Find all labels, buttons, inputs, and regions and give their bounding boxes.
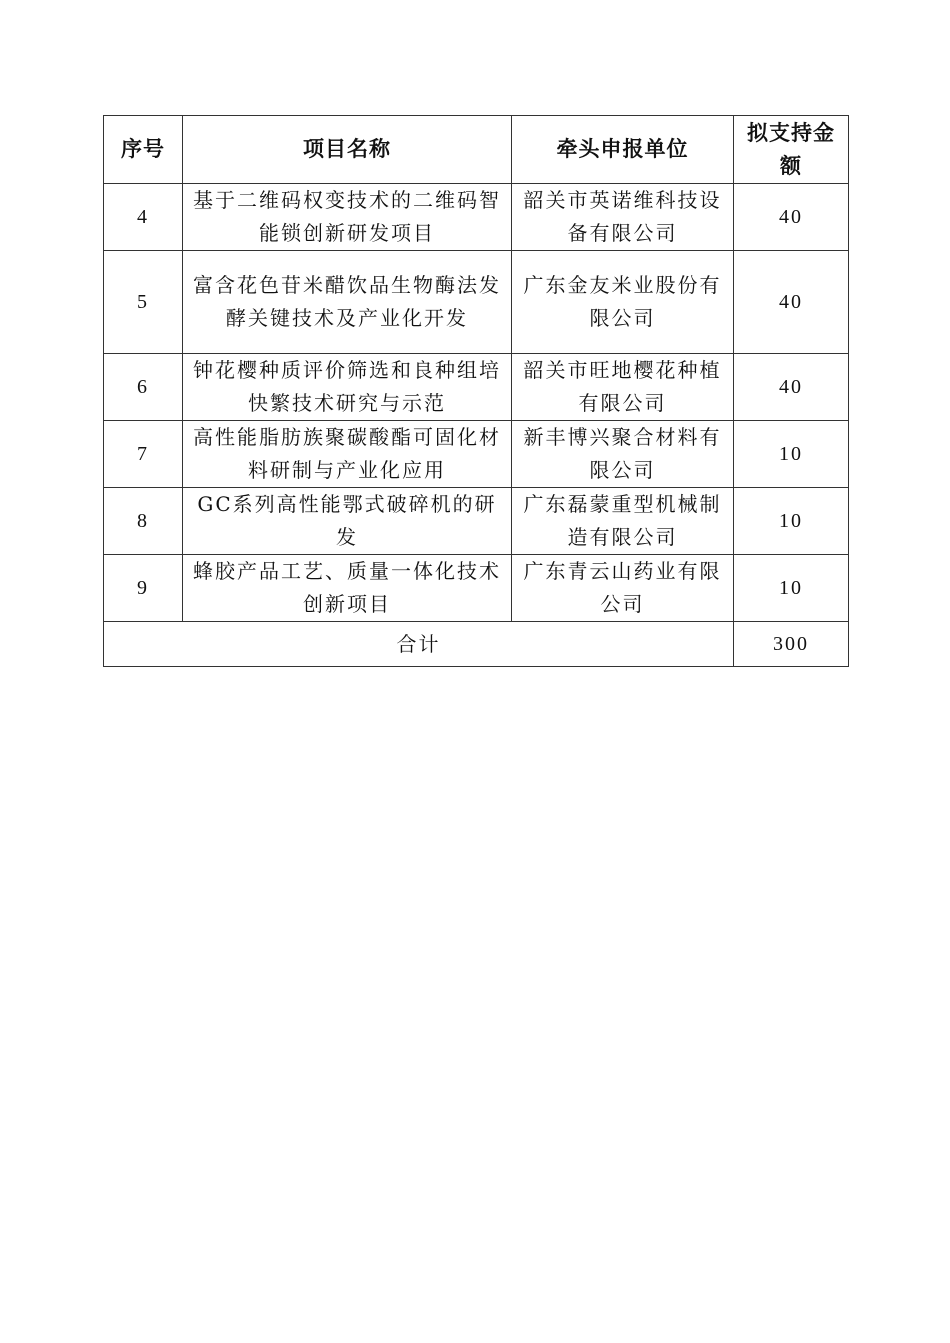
- total-label: 合计: [104, 622, 734, 667]
- header-seq: 序号: [104, 116, 183, 184]
- row-project-name: 富含花色苷米醋饮品生物酶法发酵关键技术及产业化开发: [183, 251, 512, 354]
- total-amount: 300: [734, 622, 849, 667]
- row-seq: 9: [104, 555, 183, 622]
- table-row: [104, 555, 849, 622]
- row-project-name: 钟花樱种质评价筛选和良种组培快繁技术研究与示范: [183, 354, 512, 421]
- header-amount: 拟支持金额: [734, 116, 849, 184]
- row-lead-unit: 广东青云山药业有限公司: [512, 555, 734, 622]
- row-project-name: 基于二维码权变技术的二维码智能锁创新研发项目: [183, 184, 512, 251]
- header-row: [104, 116, 849, 184]
- header-name: 项目名称: [183, 116, 512, 184]
- row-project-name: 高性能脂肪族聚碳酸酯可固化材料研制与产业化应用: [183, 421, 512, 488]
- row-lead-unit: 新丰博兴聚合材料有限公司: [512, 421, 734, 488]
- row-amount: 10: [734, 555, 849, 622]
- row-amount: 10: [734, 421, 849, 488]
- row-lead-unit: 韶关市旺地樱花种植有限公司: [512, 354, 734, 421]
- row-seq: 7: [104, 421, 183, 488]
- table-row: [104, 184, 849, 251]
- row-project-name: 蜂胶产品工艺、质量一体化技术创新项目: [183, 555, 512, 622]
- row-amount: 10: [734, 488, 849, 555]
- row-amount: 40: [734, 251, 849, 354]
- row-seq: 6: [104, 354, 183, 421]
- row-seq: 4: [104, 184, 183, 251]
- row-lead-unit: 韶关市英诺维科技设备有限公司: [512, 184, 734, 251]
- row-seq: 5: [104, 251, 183, 354]
- table-row: [104, 354, 849, 421]
- row-seq: 8: [104, 488, 183, 555]
- table-row: [104, 421, 849, 488]
- row-lead-unit: 广东磊蒙重型机械制造有限公司: [512, 488, 734, 555]
- total-row: [104, 622, 849, 667]
- row-amount: 40: [734, 184, 849, 251]
- row-amount: 40: [734, 354, 849, 421]
- row-lead-unit: 广东金友米业股份有限公司: [512, 251, 734, 354]
- row-project-name: GC系列高性能鄂式破碎机的研发: [183, 488, 512, 555]
- table-row: [104, 488, 849, 555]
- funding-table: [103, 115, 849, 667]
- header-unit: 牵头申报单位: [512, 116, 734, 184]
- table-row: [104, 251, 849, 354]
